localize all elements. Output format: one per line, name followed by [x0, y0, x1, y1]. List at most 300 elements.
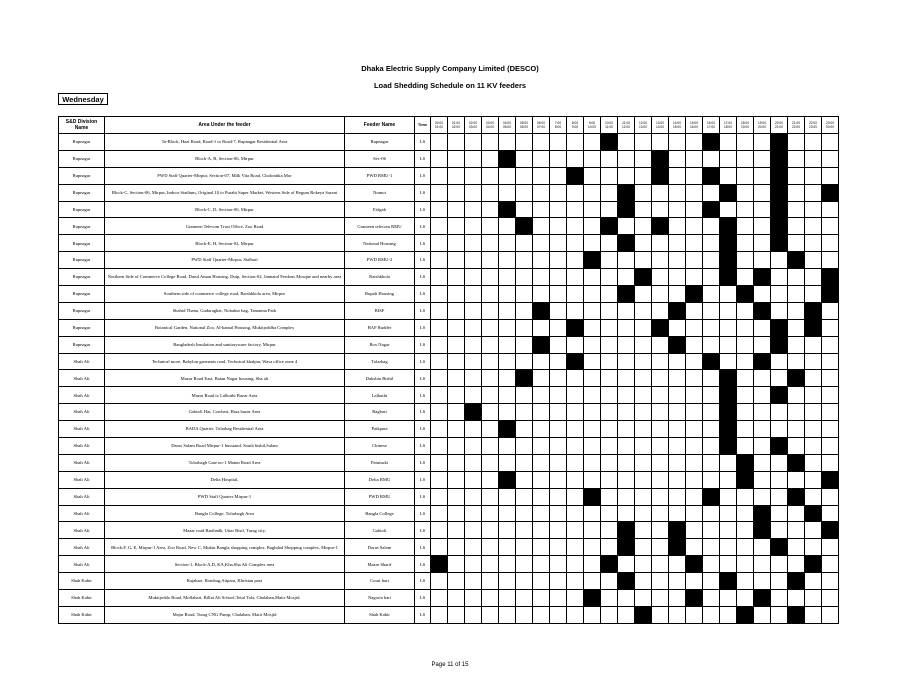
- table-row: [59, 505, 839, 522]
- supply-slot: [771, 590, 788, 607]
- slot-end: 03:00: [469, 125, 477, 129]
- time-cell: LS: [415, 438, 431, 455]
- supply-slot: [550, 252, 567, 269]
- supply-slot: [788, 387, 805, 404]
- supply-slot: [720, 286, 737, 303]
- supply-slot: [567, 286, 584, 303]
- supply-slot: [567, 201, 584, 218]
- supply-slot: [516, 488, 533, 505]
- supply-slot: [720, 302, 737, 319]
- supply-slot: [805, 336, 822, 353]
- supply-slot: [584, 539, 601, 556]
- shedding-slot: [822, 522, 839, 539]
- time-slot-header: [567, 117, 584, 134]
- supply-slot: [635, 201, 652, 218]
- supply-slot: [669, 556, 686, 573]
- supply-slot: [669, 353, 686, 370]
- supply-slot: [550, 167, 567, 184]
- supply-slot: [567, 606, 584, 623]
- supply-slot: [550, 454, 567, 471]
- supply-slot: [737, 539, 754, 556]
- table-row: [59, 438, 839, 455]
- supply-slot: [465, 471, 482, 488]
- supply-slot: [431, 590, 448, 607]
- supply-slot: [805, 150, 822, 167]
- feeder-cell: Shah Kabir: [345, 606, 415, 623]
- supply-slot: [737, 522, 754, 539]
- supply-slot: [720, 134, 737, 151]
- supply-slot: [550, 421, 567, 438]
- supply-slot: [652, 370, 669, 387]
- supply-slot: [482, 150, 499, 167]
- supply-slot: [754, 556, 771, 573]
- slot-start: 03:00: [486, 121, 494, 125]
- shedding-slot: [805, 556, 822, 573]
- supply-slot: [533, 387, 550, 404]
- shedding-slot: [720, 421, 737, 438]
- feeder-cell: Sec-06: [345, 150, 415, 167]
- supply-slot: [805, 539, 822, 556]
- supply-slot: [652, 252, 669, 269]
- supply-slot: [516, 590, 533, 607]
- time-cell: LS: [415, 421, 431, 438]
- division-cell: Shah Ali: [59, 556, 105, 573]
- supply-slot: [720, 319, 737, 336]
- supply-slot: [601, 353, 618, 370]
- supply-slot: [482, 454, 499, 471]
- supply-slot: [635, 421, 652, 438]
- supply-slot: [788, 421, 805, 438]
- area-cell: Mazar road Baribadh, Uttar Bisil, Turag city,: [105, 522, 345, 539]
- supply-slot: [805, 387, 822, 404]
- supply-slot: [448, 319, 465, 336]
- time-slot-header: [431, 117, 448, 134]
- supply-slot: [465, 269, 482, 286]
- schedule-body: [59, 134, 839, 624]
- slot-start: 8:00: [571, 121, 579, 125]
- supply-slot: [431, 184, 448, 201]
- supply-slot: [482, 353, 499, 370]
- supply-slot: [720, 471, 737, 488]
- supply-slot: [516, 573, 533, 590]
- supply-slot: [652, 302, 669, 319]
- supply-slot: [754, 252, 771, 269]
- supply-slot: [465, 454, 482, 471]
- supply-slot: [550, 353, 567, 370]
- supply-slot: [652, 454, 669, 471]
- time-slot-header: [601, 117, 618, 134]
- table-row: [59, 184, 839, 201]
- time-cell: LS: [415, 302, 431, 319]
- time-cell: LS: [415, 252, 431, 269]
- supply-slot: [516, 269, 533, 286]
- supply-slot: [601, 573, 618, 590]
- shedding-slot: [788, 488, 805, 505]
- shedding-slot: [788, 573, 805, 590]
- division-cell: Shah Ali: [59, 353, 105, 370]
- supply-slot: [669, 218, 686, 235]
- supply-slot: [567, 302, 584, 319]
- supply-slot: [567, 150, 584, 167]
- shedding-slot: [788, 454, 805, 471]
- supply-slot: [703, 319, 720, 336]
- time-cell: LS: [415, 269, 431, 286]
- supply-slot: [482, 201, 499, 218]
- time-cell: LS: [415, 353, 431, 370]
- shedding-slot: [720, 573, 737, 590]
- shedding-slot: [618, 286, 635, 303]
- supply-slot: [686, 235, 703, 252]
- supply-slot: [703, 421, 720, 438]
- supply-slot: [822, 218, 839, 235]
- supply-slot: [584, 134, 601, 151]
- shedding-slot: [635, 269, 652, 286]
- supply-slot: [737, 488, 754, 505]
- supply-slot: [669, 235, 686, 252]
- shedding-slot: [618, 201, 635, 218]
- supply-slot: [686, 353, 703, 370]
- supply-slot: [567, 522, 584, 539]
- division-cell: Rupnagar: [59, 167, 105, 184]
- supply-slot: [703, 269, 720, 286]
- supply-slot: [669, 606, 686, 623]
- supply-slot: [635, 505, 652, 522]
- supply-slot: [805, 134, 822, 151]
- supply-slot: [703, 404, 720, 421]
- supply-slot: [533, 252, 550, 269]
- supply-slot: [601, 150, 618, 167]
- supply-slot: [499, 438, 516, 455]
- shedding-slot: [516, 218, 533, 235]
- slot-start: 21:00: [792, 121, 800, 125]
- area-cell: BADA Quarter, Tolarbag Residential Area: [105, 421, 345, 438]
- area-cell: Majar Road, Turag CNG Pump, Chalaban, Matir Mosjid: [105, 606, 345, 623]
- supply-slot: [703, 471, 720, 488]
- table-header-row: [59, 117, 839, 134]
- time-header: Time: [415, 117, 431, 134]
- supply-slot: [703, 184, 720, 201]
- supply-slot: [669, 167, 686, 184]
- division-cell: Shah Ali: [59, 539, 105, 556]
- time-slot-header: [754, 117, 771, 134]
- supply-slot: [771, 404, 788, 421]
- shedding-slot: [601, 556, 618, 573]
- supply-slot: [482, 387, 499, 404]
- slot-start: 05:00: [520, 121, 528, 125]
- supply-slot: [567, 336, 584, 353]
- shedding-slot: [652, 319, 669, 336]
- supply-slot: [448, 573, 465, 590]
- supply-slot: [635, 370, 652, 387]
- shedding-slot: [465, 404, 482, 421]
- supply-slot: [533, 167, 550, 184]
- table-row: [59, 387, 839, 404]
- supply-slot: [652, 606, 669, 623]
- supply-slot: [771, 252, 788, 269]
- supply-slot: [635, 454, 652, 471]
- supply-slot: [533, 556, 550, 573]
- supply-slot: [601, 184, 618, 201]
- supply-slot: [516, 471, 533, 488]
- supply-slot: [567, 590, 584, 607]
- page-number: Page 11 of 15: [431, 662, 469, 668]
- supply-slot: [754, 235, 771, 252]
- supply-slot: [431, 505, 448, 522]
- supply-slot: [703, 302, 720, 319]
- supply-slot: [516, 319, 533, 336]
- supply-slot: [686, 438, 703, 455]
- supply-slot: [652, 134, 669, 151]
- supply-slot: [567, 370, 584, 387]
- supply-slot: [499, 184, 516, 201]
- slot-start: 19:00: [758, 121, 766, 125]
- table-row: [59, 454, 839, 471]
- supply-slot: [448, 471, 465, 488]
- supply-slot: [465, 134, 482, 151]
- division-cell: Rupnagar: [59, 269, 105, 286]
- supply-slot: [533, 488, 550, 505]
- supply-slot: [805, 454, 822, 471]
- supply-slot: [550, 471, 567, 488]
- division-cell: Rupnagar: [59, 336, 105, 353]
- supply-slot: [499, 404, 516, 421]
- supply-slot: [754, 471, 771, 488]
- supply-slot: [754, 488, 771, 505]
- supply-slot: [482, 167, 499, 184]
- supply-slot: [720, 454, 737, 471]
- division-cell: Rupnagar: [59, 286, 105, 303]
- supply-slot: [431, 522, 448, 539]
- supply-slot: [754, 370, 771, 387]
- slot-end: 16:00: [690, 125, 698, 129]
- supply-slot: [448, 336, 465, 353]
- supply-slot: [652, 539, 669, 556]
- shedding-slot: [652, 150, 669, 167]
- supply-slot: [788, 184, 805, 201]
- supply-slot: [703, 556, 720, 573]
- supply-slot: [703, 573, 720, 590]
- table-row: [59, 404, 839, 421]
- supply-slot: [652, 522, 669, 539]
- supply-slot: [703, 150, 720, 167]
- supply-slot: [737, 387, 754, 404]
- shedding-slot: [771, 184, 788, 201]
- supply-slot: [822, 404, 839, 421]
- supply-slot: [567, 454, 584, 471]
- supply-slot: [550, 438, 567, 455]
- supply-slot: [499, 167, 516, 184]
- supply-slot: [805, 370, 822, 387]
- supply-slot: [652, 471, 669, 488]
- shedding-slot: [499, 471, 516, 488]
- supply-slot: [635, 573, 652, 590]
- supply-slot: [482, 134, 499, 151]
- supply-slot: [533, 319, 550, 336]
- feeder-cell: Box Nagar: [345, 336, 415, 353]
- supply-slot: [822, 134, 839, 151]
- supply-slot: [635, 336, 652, 353]
- supply-slot: [431, 370, 448, 387]
- supply-slot: [448, 590, 465, 607]
- supply-slot: [601, 302, 618, 319]
- supply-slot: [550, 302, 567, 319]
- supply-slot: [533, 471, 550, 488]
- shedding-slot: [584, 252, 601, 269]
- area-cell: Bangla College, Tolarbagh Area: [105, 505, 345, 522]
- supply-slot: [788, 539, 805, 556]
- supply-slot: [686, 269, 703, 286]
- slot-end: 02:00: [452, 125, 460, 129]
- supply-slot: [601, 488, 618, 505]
- supply-slot: [635, 252, 652, 269]
- supply-slot: [754, 167, 771, 184]
- shedding-slot: [737, 286, 754, 303]
- supply-slot: [635, 167, 652, 184]
- supply-slot: [567, 218, 584, 235]
- supply-slot: [652, 573, 669, 590]
- supply-slot: [448, 438, 465, 455]
- feeder-cell: Darus Salam: [345, 539, 415, 556]
- feeder-header: Feeder Name: [345, 117, 415, 134]
- supply-slot: [516, 404, 533, 421]
- supply-slot: [771, 370, 788, 387]
- supply-slot: [788, 302, 805, 319]
- supply-slot: [448, 353, 465, 370]
- supply-slot: [533, 134, 550, 151]
- supply-slot: [431, 302, 448, 319]
- supply-slot: [482, 438, 499, 455]
- supply-slot: [635, 134, 652, 151]
- supply-slot: [516, 302, 533, 319]
- time-cell: LS: [415, 590, 431, 607]
- supply-slot: [533, 438, 550, 455]
- supply-slot: [584, 286, 601, 303]
- supply-slot: [737, 421, 754, 438]
- division-cell: Rupnagar: [59, 235, 105, 252]
- shedding-slot: [754, 353, 771, 370]
- shedding-slot: [618, 539, 635, 556]
- supply-slot: [584, 471, 601, 488]
- supply-slot: [465, 302, 482, 319]
- time-slot-header: [652, 117, 669, 134]
- supply-slot: [686, 167, 703, 184]
- supply-slot: [805, 235, 822, 252]
- supply-slot: [805, 471, 822, 488]
- supply-slot: [499, 488, 516, 505]
- supply-slot: [754, 134, 771, 151]
- supply-slot: [635, 218, 652, 235]
- table-row: [59, 606, 839, 623]
- table-row: [59, 167, 839, 184]
- supply-slot: [669, 438, 686, 455]
- shedding-slot: [754, 269, 771, 286]
- supply-slot: [720, 201, 737, 218]
- supply-slot: [601, 539, 618, 556]
- supply-slot: [499, 590, 516, 607]
- supply-slot: [601, 269, 618, 286]
- supply-slot: [771, 269, 788, 286]
- slot-start: 16:00: [707, 121, 715, 125]
- supply-slot: [431, 252, 448, 269]
- supply-slot: [482, 404, 499, 421]
- time-cell: LS: [415, 235, 431, 252]
- supply-slot: [720, 539, 737, 556]
- feeder-cell: Numui: [345, 184, 415, 201]
- slot-start: 10:00: [605, 121, 613, 125]
- supply-slot: [601, 201, 618, 218]
- supply-slot: [618, 505, 635, 522]
- area-cell: Ta-Block, Hazi Road, Road-1 to Road-7, Rupnagar Residential Area: [105, 134, 345, 151]
- division-cell: Shah Ali: [59, 370, 105, 387]
- supply-slot: [635, 184, 652, 201]
- slot-end: 19:00: [741, 125, 749, 129]
- supply-slot: [448, 505, 465, 522]
- supply-slot: [669, 471, 686, 488]
- shedding-slot: [618, 573, 635, 590]
- supply-slot: [516, 454, 533, 471]
- shedding-slot: [805, 505, 822, 522]
- supply-slot: [516, 235, 533, 252]
- supply-slot: [499, 353, 516, 370]
- supply-slot: [686, 404, 703, 421]
- supply-slot: [618, 370, 635, 387]
- supply-slot: [618, 454, 635, 471]
- feeder-cell: Raishkhola: [345, 269, 415, 286]
- supply-slot: [822, 573, 839, 590]
- slot-end: 18:00: [724, 125, 732, 129]
- division-cell: Shah Ali: [59, 454, 105, 471]
- supply-slot: [788, 218, 805, 235]
- supply-slot: [584, 319, 601, 336]
- supply-slot: [601, 505, 618, 522]
- supply-slot: [482, 269, 499, 286]
- shedding-slot: [567, 319, 584, 336]
- slot-end: 20:00: [758, 125, 766, 129]
- supply-slot: [601, 370, 618, 387]
- supply-slot: [686, 539, 703, 556]
- supply-slot: [431, 235, 448, 252]
- division-cell: Rupnagar: [59, 184, 105, 201]
- supply-slot: [737, 167, 754, 184]
- supply-slot: [550, 235, 567, 252]
- table-row: [59, 573, 839, 590]
- supply-slot: [516, 421, 533, 438]
- supply-slot: [465, 573, 482, 590]
- day-label: Wednesday: [58, 93, 108, 105]
- supply-slot: [635, 438, 652, 455]
- supply-slot: [431, 471, 448, 488]
- supply-slot: [448, 218, 465, 235]
- supply-slot: [550, 319, 567, 336]
- supply-slot: [686, 471, 703, 488]
- supply-slot: [584, 336, 601, 353]
- supply-slot: [431, 201, 448, 218]
- supply-slot: [805, 269, 822, 286]
- supply-slot: [720, 590, 737, 607]
- supply-slot: [822, 505, 839, 522]
- time-slot-header: [669, 117, 686, 134]
- supply-slot: [584, 387, 601, 404]
- supply-slot: [448, 302, 465, 319]
- area-cell: Block-C, D, Section-06, Mirpur: [105, 201, 345, 218]
- supply-slot: [737, 184, 754, 201]
- slot-end: 12:00: [622, 125, 630, 129]
- supply-slot: [465, 353, 482, 370]
- time-cell: LS: [415, 184, 431, 201]
- slot-start: 23:00: [826, 121, 834, 125]
- division-cell: Shah Kabir: [59, 573, 105, 590]
- table-row: [59, 302, 839, 319]
